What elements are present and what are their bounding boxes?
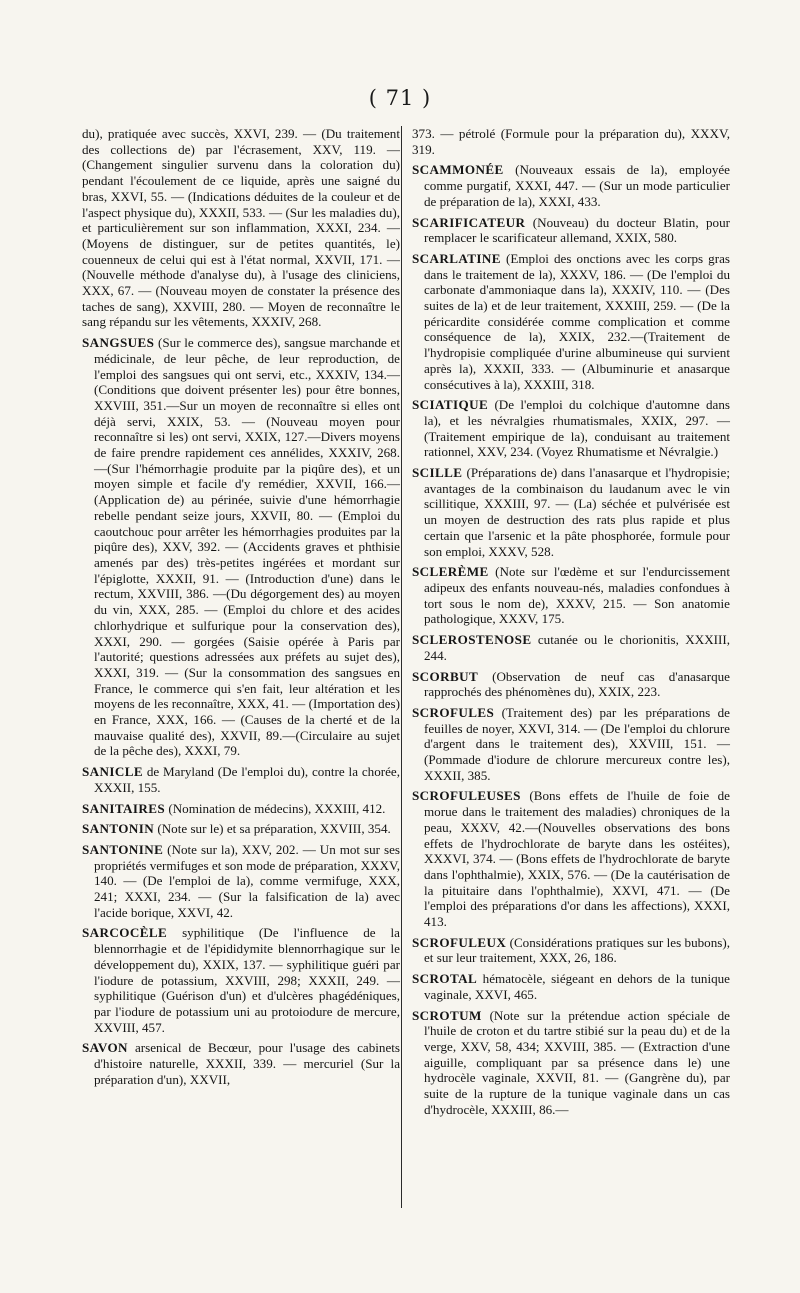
entry-text: cutanée ou le chorionitis, XXXIII, 244. (424, 632, 730, 663)
index-entry (412, 465, 730, 559)
entry-text: (Note sur la prétendue action spéciale de l'huile de croton et du tartre stibié sur la peau du) et de la verge, XXV, 58, 434; XXVIII, 385. — (Extraction d'une aiguille, compliquant par sa présence dans le) une hydrocèle vaginale, XXVII, 81. — (Gangrène du), par suite de la rupture de la tunique vaginale dans un cas d'hydrocèle, XXXIII, 86.— (424, 1007, 730, 1117)
index-entry (82, 821, 400, 837)
entry-text: (Note sur le) et sa préparation, XXVIII, 354. (154, 821, 391, 837)
entry-text: (De l'emploi du colchique d'automne dans la), et les névralgies rhumatismales, XXIX, 297. — (Traitement empirique de la), conduisant au traitement rationnel, XXV, 234. (Voyez Rhumatisme et Névralgie.) (424, 397, 730, 460)
entry-text: (Considérations pratiques sur les bubons), et sur leur traitement, XXX, 26, 186. (424, 934, 730, 966)
entry-headword: SCARLATINE (412, 250, 501, 266)
index-entry (412, 397, 730, 460)
left-column (82, 126, 400, 1092)
entry-text: arsenical de Becœur, pour l'usage des cabinets d'histoire naturelle, XXXII, 339. — mercuriel (Sur la préparation d'un), XXVII, (94, 1040, 400, 1087)
index-entry (412, 705, 730, 784)
entry-text: (Note sur l'œdème et sur l'endurcissement adipeux des enfants nouveau-nés, maladies confondues à tort sous le nom de), XXXV, 215. — Son anatomie pathologique, XXXV, 175. (424, 564, 730, 627)
entry-headword: SCIATIQUE (412, 397, 489, 413)
entry-headword: SAVON (82, 1040, 128, 1056)
entry-text: (Traitement des) par les préparations de feuilles de noyer, XXVI, 314. — (De l'emploi du chlorure d'argent dans le traitement des), XXVIII, 151. — (Pommade d'iodure de chlorure mercureux contre les), XXXII, 385. (424, 704, 730, 783)
index-entry (82, 1040, 400, 1087)
index-entry (412, 632, 730, 663)
entry-text: (Nouveau) du docteur Blatin, pour remplacer le scarificateur allemand, XXIX, 580. (424, 214, 730, 246)
entry-text: (Observation de neuf cas d'anasarque rapprochés des phénomènes du), XXIX, 223. (424, 668, 730, 700)
entry-headword: SCROTAL (412, 971, 478, 987)
entry-text: (Préparations de) dans l'anasarque et l'hydropisie; avantages de la combinaison du laudanum avec le vin scillitique, XXXIII, 97. — (La) séchée et pulvérisée est un moyen de destruction des rats plus rapide et plus certain que l'arsenic et la pâte phosphorée, formule pour son emploi, XXXV, 528. (424, 465, 730, 559)
index-entry (412, 162, 730, 209)
entry-text: de Maryland (De l'emploi du), contre la chorée, XXXII, 155. (94, 764, 400, 795)
entry-text: du), pratiquée avec succès, XXVI, 239. — (Du traitement des collections de) par l'écrasement, XXV, 119. — (Changement singulier survenu dans la coloration du) pendant l'écoulement de ce liquide, après une saigné du bras, XXVI, 55. — (Indications déduites de la couleur et de l'aspect physique du), XXXII, 533. — (Sur les maladies du), et particulièrement sur son inflammation, XXXI, 234. — (Moyens de distinguer, sur de petites quantités, le) couenneux de celui qui est à l'état normal, XXVII, 171. — (Nouvelle méthode d'analyse du), à l'usage des cliniciens, XXX, 67. — (Nouveau moyen de constater la présence des taches de sang), XXVIII, 280. — Moyen de reconnaître le sang répandu sur les vêtements, XXXIV, 268. (82, 126, 400, 330)
index-entry (82, 925, 400, 1035)
index-entry (412, 669, 730, 700)
index-entry (82, 842, 400, 921)
entry-headword: SANITAIRES (82, 800, 166, 816)
index-entry (82, 335, 400, 759)
entry-text: 373. — pétrolé (Formule pour la préparation du), XXXV, 319. (412, 126, 730, 157)
page-number: ( 71 ) (368, 86, 432, 110)
entry-headword: SCROTUM (412, 1007, 482, 1023)
entry-text: (Nomination de médecins), XXXIII, 412. (165, 800, 386, 816)
entry-headword: SCROFULEUSES (412, 788, 521, 804)
entry-text: syphilitique (De l'influence de la blennorrhagie et de l'épididymite blennorrhagique sur le développement du), XXIX, 137. — syphilitique guéri par l'iodure de potassium, XXVIII, 298; XXXII, 249. — syphilitique (Guérison d'un) et d'ulcères phagédéniques, par l'iodure de potassium uni au protoiodure de mercure, XXVIII, 457. (94, 925, 400, 1035)
entry-text: (Note sur la), XXV, 202. — Un mot sur ses propriétés vermifuges et son mode de préparation, XXXV, 140. — (De l'emploi de la), comme vermifuge, XXX, 241; XXXI, 234. — (Sur la falsification de la) avec l'acide borique, XXVI, 42. (94, 841, 400, 920)
index-entry (412, 564, 730, 627)
entry-headword: SANICLE (82, 764, 144, 780)
index-entry (412, 935, 730, 966)
index-entry (412, 971, 730, 1002)
entry-headword: SCILLE (412, 465, 463, 481)
index-entry (412, 788, 730, 929)
index-entry (412, 251, 730, 392)
right-column (412, 126, 730, 1122)
index-entry (412, 1008, 730, 1118)
index-entry (412, 215, 730, 246)
entry-headword: SANTONIN (82, 821, 155, 837)
index-entry (82, 764, 400, 795)
entry-text: (Nouveaux essais de la), employée comme purgatif, XXXI, 447. — (Sur un mode particulier de préparation de la), XXXI, 433. (424, 162, 730, 209)
entry-text: (Bons effets de l'huile de foie de morue dans le traitement des maladies) chroniques de la peau, XXXV, 42.—(Nouvelles observations des bons effets de l'hydrochlorate de baryte dans les ostéites), XXXVI, 374. — (Bons effets de l'hydrochlorate de baryte dans l'ophthalmie), XXIX, 576. — (De la cautérisation de la pituitaire dans l'ophthalmie), XXVI, 471. — (De l'emploi des préparations d'or dans les affections), XXXI, 413. (424, 788, 730, 930)
entry-headword: SARCOCÈLE (82, 925, 168, 941)
entry-headword: SCROFULES (412, 704, 495, 720)
entry-headword: SANGSUES (82, 335, 155, 351)
index-entry-continuation (82, 126, 400, 330)
entry-headword: SCARIFICATEUR (412, 214, 526, 230)
column-divider (401, 126, 402, 1208)
entry-headword: SCAMMONÉE (412, 162, 504, 178)
entry-headword: SCROFULEUX (412, 934, 507, 950)
entry-text: (Emploi des onctions avec les corps gras dans le traitement de la), XXXV, 186. — (De l'emploi du carbonate d'ammoniaque dans la), XXXIV, 110. — (Des suites de la) et de leur traitement, XXXIII, 259. — (De la péricardite considérée comme complication et comme conséquence de la), XXIX, 232.—(Traitement de l'hydropisie compliquée d'urine albumineuse qui survient après la), XXXII, 333. — (Albuminurie et anasarque consécutives à la), XXXIII, 318. (424, 250, 730, 392)
entry-headword: SCORBUT (412, 668, 479, 684)
entry-headword: SCLERÈME (412, 564, 489, 580)
entry-text: (Sur le commerce des), sangsue marchande et médicinale, de leur pêche, de leur reproduction, de l'emploi des sangsues qui ont servi, etc., XXXIV, 134.—(Conditions que doivent présenter les) pour être bonnes, XXVIII, 351.—Sur un moyen de reconnaître si elles ont déjà servi, XXIX, 53. — (Nouveau moyen pour reconnaître si les) ont servi, XXIX, 127.—Divers moyens de faire prendre rapidement ces annélides, XXXIV, 268.—(Sur l'hémorrhagie produite par la piqûre des), et un moyen simple et facile d'y remédier, XXVII, 166.—(Application de) au périnée, suivie d'une hémorrhagie rebelle pendant seize jours, XXVII, 80. — (Emploi du caoutchouc pour arrêter les hémorrhagies produites par la piqûre des), XXV, 392. — (Accidents graves et phthisie amenés par des) très-petites ingérées et mordant sur l'épiglotte, XXXII, 91. — (Introduction d'une) dans le rectum, XXVIII, 386. —(Du dégorgement des) au moyen du vin, XXX, 285. — (Emploi du chlore et des acides chlorhydrique et sulfurique pour la conservation des), XXXI, 290. — gorgées (Saisie opérée à Paris par l'autorité; questions adressées aux préfets au sujet des), XXXI, 319. — (Sur la consommation des sangsues en France, le commerce qui s'en fait, leur altération et les moyens de les reconnaître, XXX, 41. — (Importation des) en France, XXX, 166. — (Causes de la cherté et de la mauvaise qualité des), XXVII, 89.—(Circulaire au sujet de la pêche des), XXXI, 79. (94, 335, 400, 759)
entry-text: hématocèle, siégeant en dehors de la tunique vaginale, XXVI, 465. (424, 971, 730, 1002)
index-entry-continuation (412, 126, 730, 157)
entry-headword: SCLEROSTENOSE (412, 632, 532, 648)
entry-headword: SANTONINE (82, 841, 164, 857)
index-entry (82, 801, 400, 817)
